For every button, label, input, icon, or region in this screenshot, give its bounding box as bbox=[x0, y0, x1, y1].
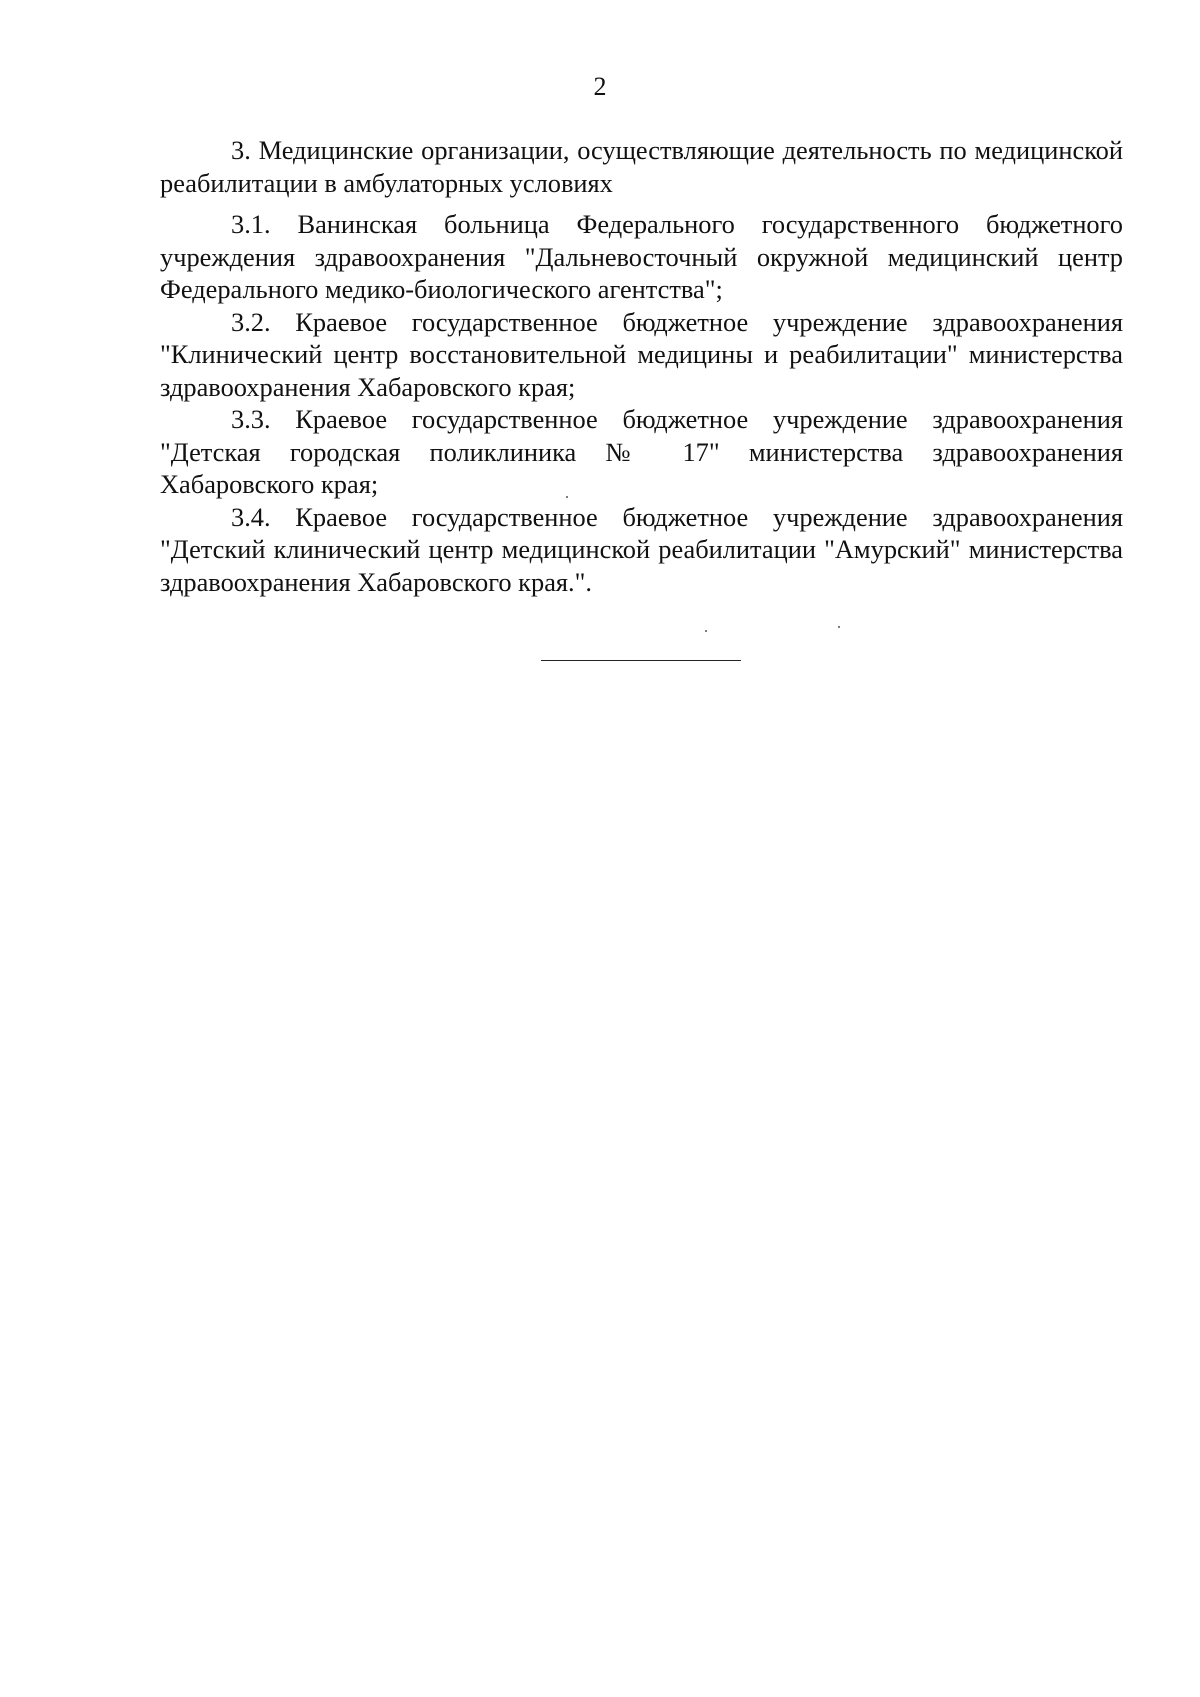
list-item: 3.1. Ванинская больница Федерального государственного бюджетного учреждения здравоохранения "Дальневосточный окружной медицинский центр Федерального медико-биологического агентства"; bbox=[160, 209, 1123, 304]
scan-speck bbox=[566, 496, 568, 498]
section-heading: 3. Медицинские организации, осуществляющие деятельность по медицинской реабилитации в амбулаторных условиях bbox=[160, 135, 1123, 198]
list-item: 3.2. Краевое государственное бюджетное учреждение здравоохранения "Клинический центр восстановительной медицины и реабилитации" министерства здравоохранения Хабаровского края; bbox=[160, 306, 1123, 402]
page-number: 2 bbox=[593, 72, 607, 101]
list-item: 3.3. Краевое государственное бюджетное учреждение здравоохранения "Детская городская поликлиника № 17" министерства здравоохранения Хабаровского края; bbox=[160, 404, 1123, 499]
document-body bbox=[160, 134, 1123, 598]
closing-divider bbox=[541, 660, 741, 661]
scan-speck bbox=[838, 626, 840, 628]
scan-speck bbox=[705, 630, 707, 632]
list-item: 3.4. Краевое государственное бюджетное учреждение здравоохранения "Детский клинический центр медицинской реабилитации "Амурский" министерства здравоохранения Хабаровского края.". bbox=[160, 501, 1123, 597]
